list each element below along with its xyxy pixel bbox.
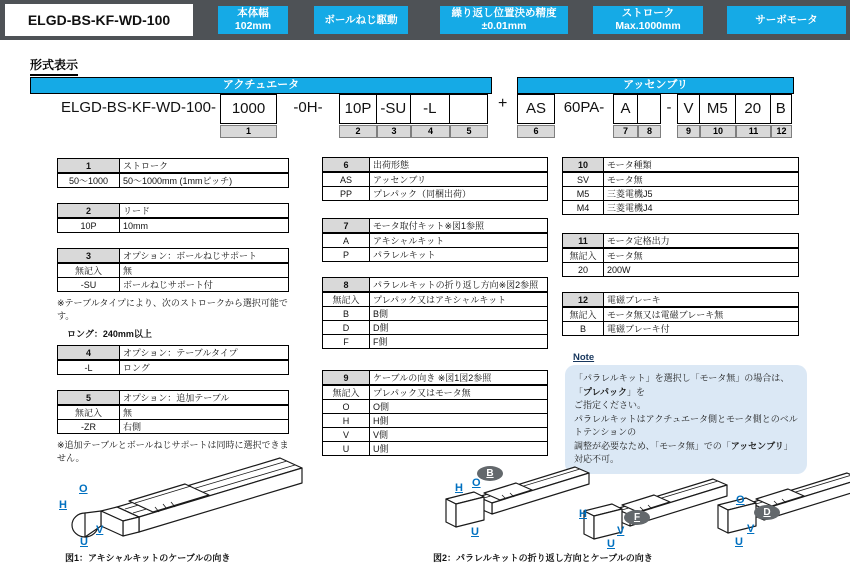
spec-column-left — [57, 158, 289, 469]
model-segment — [677, 94, 700, 138]
table-header-row — [58, 346, 289, 361]
model-position-number: 1 — [220, 125, 277, 138]
table-title-cell: ストローク — [120, 159, 289, 174]
table-title-cell: 出荷形態 — [370, 158, 548, 173]
code-cell: 無記入 — [563, 248, 604, 263]
note-text: 」を — [627, 386, 646, 397]
assembly-code-group — [517, 77, 794, 138]
spec-table — [57, 248, 289, 292]
model-segment — [277, 94, 339, 136]
assembly-segment-row — [517, 94, 794, 138]
spec-column-right — [562, 157, 799, 474]
table-motor-mount-kit — [322, 218, 548, 262]
spec-badge-body-width — [218, 6, 288, 34]
table-header-row — [58, 204, 289, 219]
badge-line: 繰り返し位置決め精度 — [451, 7, 557, 19]
table-title-cell: オプション：追加テーブル — [120, 391, 289, 406]
table-table-type — [57, 345, 289, 375]
badge-line: 102mm — [234, 20, 272, 32]
model-code-part: -SU — [376, 94, 412, 124]
code-cell: F — [323, 335, 370, 349]
code-cell: A — [323, 233, 370, 248]
model-position-number: 10 — [700, 125, 736, 138]
table-header-row — [563, 234, 799, 249]
model-segment — [450, 94, 488, 138]
code-cell: M5 — [563, 187, 604, 201]
footnote-table-type: ※テーブルタイプにより、次のストロークから選択可能です。 — [57, 298, 288, 321]
spec-column-middle — [322, 157, 548, 471]
note-text: アッセンブリ — [730, 440, 784, 451]
cable-direction-label: U — [471, 526, 479, 538]
table-number-cell: 9 — [323, 371, 370, 386]
code-cell: PP — [323, 187, 370, 201]
table-row — [323, 428, 548, 442]
table-header-row — [323, 278, 548, 293]
model-position-number: 2 — [339, 125, 377, 138]
description-cell: O側 — [370, 400, 548, 414]
code-cell: AS — [323, 172, 370, 187]
spec-table — [57, 390, 289, 434]
table-lead — [57, 203, 289, 233]
actuator-code-group — [30, 77, 492, 138]
table-title-cell: パラレルキットの折り返し方向※図2参照 — [370, 278, 548, 293]
table-header-row — [563, 158, 799, 173]
table-header-row — [58, 391, 289, 406]
table-row — [563, 307, 799, 322]
code-cell: P — [323, 248, 370, 262]
description-cell: モータ無 — [604, 172, 799, 187]
table-row — [563, 248, 799, 263]
description-cell: D側 — [370, 321, 548, 335]
model-code-part: -L — [410, 94, 451, 124]
figure-2-caption: 図2：パラレルキットの折り返し方向とケーブルの向き — [433, 553, 653, 563]
table-electromagnetic-brake — [562, 292, 799, 336]
spec-table — [322, 218, 548, 262]
note-line — [574, 372, 798, 399]
model-position-number: 5 — [450, 125, 488, 138]
model-segment — [661, 94, 677, 136]
description-cell: ボールねじサポート付 — [120, 278, 289, 292]
table-row — [323, 292, 548, 307]
table-title-cell: オプション：ボールねじサポート — [120, 249, 289, 264]
spec-badge-stroke — [593, 6, 703, 34]
code-cell: 50～1000 — [58, 173, 120, 188]
fold-direction-badge: F — [624, 510, 650, 525]
table-row — [58, 405, 289, 420]
table-stroke — [57, 158, 289, 188]
table-row — [563, 263, 799, 277]
description-cell: V側 — [370, 428, 548, 442]
model-segment — [30, 94, 220, 136]
table-additional-table — [57, 390, 289, 434]
table-title-cell: 電磁ブレーキ — [604, 293, 799, 308]
table-number-cell: 6 — [323, 158, 370, 173]
cable-direction-label: U — [607, 538, 615, 550]
table-number-cell: 8 — [323, 278, 370, 293]
spec-table — [57, 203, 289, 233]
table-row — [58, 218, 289, 233]
model-code-part: 10P — [339, 94, 377, 124]
spec-table — [562, 157, 799, 215]
code-cell: 無記入 — [323, 292, 370, 307]
model-position-number: 7 — [613, 125, 638, 138]
table-number-cell: 10 — [563, 158, 604, 173]
table-row — [563, 187, 799, 201]
table-number-cell: 7 — [323, 219, 370, 234]
footnote-long-stroke: ロング：240mm以上 — [67, 329, 152, 339]
code-cell: D — [323, 321, 370, 335]
spec-table — [322, 157, 548, 201]
table-row — [323, 400, 548, 414]
model-segment — [555, 94, 613, 136]
table-header-row — [58, 249, 289, 264]
model-code-part: -0H- — [293, 99, 323, 116]
code-cell: M4 — [563, 201, 604, 215]
model-code-part: A — [613, 94, 638, 124]
assembly-group-header: アッセンブリ — [517, 77, 794, 94]
model-segment — [700, 94, 736, 138]
table-header-row — [323, 158, 548, 173]
table-header-row — [323, 219, 548, 234]
table-motor-rated-output — [562, 233, 799, 277]
model-segment — [517, 94, 555, 138]
cable-direction-label: V — [96, 524, 104, 536]
code-cell: -SU — [58, 278, 120, 292]
note-text: ご指定ください。 — [574, 400, 647, 410]
table-title-cell: モータ定格出力 — [604, 234, 799, 249]
table-header-row — [563, 293, 799, 308]
table-row — [58, 173, 289, 188]
cable-direction-label: O — [472, 477, 481, 489]
figure-1-caption: 図1：アキシャルキットのケーブルの向き — [65, 553, 231, 563]
table-row — [323, 335, 548, 349]
model-position-number: 12 — [771, 125, 792, 138]
table-row — [323, 385, 548, 400]
actuator-drawing-axial — [55, 447, 315, 547]
description-cell: 三菱電機J5 — [604, 187, 799, 201]
badge-line: ボールねじ駆動 — [324, 13, 398, 26]
description-cell: 10mm — [120, 218, 289, 233]
product-model-name: ELGD-BS-KF-WD-100 — [5, 4, 193, 36]
table-header-row — [58, 159, 289, 174]
table-number-cell: 5 — [58, 391, 120, 406]
table-title-cell: リード — [120, 204, 289, 219]
footnote-exclusive-option: ※追加テーブルとボールねじサポートは同時に選択できません。 — [57, 440, 289, 463]
code-cell: SV — [563, 172, 604, 187]
badge-line: Max.1000mm — [615, 20, 681, 32]
description-cell: 無 — [120, 405, 289, 420]
spec-table — [562, 292, 799, 336]
table-row — [58, 263, 289, 278]
model-code-part — [637, 94, 662, 124]
model-segment — [339, 94, 377, 138]
model-position-number: 4 — [411, 125, 450, 138]
table-row — [323, 233, 548, 248]
description-cell: モータ無 — [604, 248, 799, 263]
cable-direction-label: U — [80, 536, 88, 548]
table-row — [563, 322, 799, 336]
code-cell: -ZR — [58, 420, 120, 434]
badge-line: 本体幅 — [237, 7, 269, 19]
code-cell: 無記入 — [58, 263, 120, 278]
figure-1-axial-kit — [55, 447, 315, 547]
model-segment — [638, 94, 661, 138]
description-cell: 電磁ブレーキ付 — [604, 322, 799, 336]
note-text: 」対応不可。 — [574, 440, 793, 464]
spec-table — [57, 158, 289, 188]
model-segment — [771, 94, 792, 138]
table-header-row — [323, 371, 548, 386]
model-segment — [613, 94, 638, 138]
model-position-number: 6 — [517, 125, 555, 138]
table-title-cell: モータ取付キット※図1参照 — [370, 219, 548, 234]
model-code-part: 1000 — [220, 94, 277, 124]
description-cell: 三菱電機J4 — [604, 201, 799, 215]
fold-direction-badge: D — [754, 505, 780, 520]
code-cell: 無記入 — [323, 385, 370, 400]
cable-direction-label: U — [735, 536, 743, 548]
table-number-cell: 12 — [563, 293, 604, 308]
note-text: パラレルキットはアクチュエータ側とモータ側とのベルトテンションの — [574, 413, 798, 437]
model-segment — [736, 94, 771, 138]
description-cell: プレパック又はモータ無 — [370, 385, 548, 400]
description-cell: モータ無又は電磁ブレーキ無 — [604, 307, 799, 322]
table-ballscrew-support — [57, 248, 289, 292]
code-cell: V — [323, 428, 370, 442]
spec-badge-motor — [727, 6, 846, 34]
cable-direction-label: V — [747, 523, 755, 535]
model-segment — [411, 94, 450, 138]
actuator-group-header: アクチュエータ — [30, 77, 492, 94]
fold-direction-badge: B — [477, 466, 503, 481]
table-row — [323, 187, 548, 201]
note-label: Note — [573, 352, 595, 363]
code-cell: 無記入 — [563, 307, 604, 322]
model-code-part: - — [666, 99, 672, 116]
table-shipping-form — [322, 157, 548, 201]
model-code-part: 60PA- — [563, 99, 605, 116]
cable-direction-label: O — [79, 483, 88, 495]
table-title-cell: モータ種類 — [604, 158, 799, 173]
description-cell: パラレルキット — [370, 248, 548, 262]
table-number-cell: 4 — [58, 346, 120, 361]
spec-badge-repeatability — [440, 6, 568, 34]
description-cell: 50～1000mm (1mmピッチ) — [120, 173, 289, 188]
model-code-part — [449, 94, 489, 124]
code-cell: 無記入 — [58, 405, 120, 420]
model-position-number: 11 — [736, 125, 771, 138]
description-cell: F側 — [370, 335, 548, 349]
description-cell: U側 — [370, 442, 548, 456]
description-cell: 200W — [604, 263, 799, 277]
model-code-part: AS — [517, 94, 555, 124]
note-text: 調整が必要なため、「モータ無」での「 — [574, 440, 731, 451]
table-row — [323, 172, 548, 187]
model-code-part: ELGD-BS-KF-WD-100- — [60, 99, 216, 116]
model-code-part: 20 — [735, 94, 772, 124]
badge-line: サーボモータ — [755, 13, 818, 26]
code-cell: U — [323, 442, 370, 456]
spec-table — [562, 233, 799, 277]
cable-direction-label: O — [736, 494, 745, 506]
badge-line: ±0.01mm — [481, 20, 527, 32]
model-segment — [377, 94, 411, 138]
spec-table — [322, 277, 548, 349]
model-position-number: 8 — [638, 125, 661, 138]
model-code-breakdown — [30, 77, 820, 139]
description-cell: B側 — [370, 307, 548, 321]
table-row — [323, 321, 548, 335]
cable-direction-label: H — [579, 508, 587, 520]
table-title-cell: ケーブルの向き ※図1図2参照 — [370, 371, 548, 386]
table-number-cell: 2 — [58, 204, 120, 219]
model-code-part: V — [677, 94, 700, 124]
table-parallel-fold-direction — [322, 277, 548, 349]
code-cell: B — [563, 322, 604, 336]
table-number-cell: 1 — [58, 159, 120, 174]
description-cell: 右側 — [120, 420, 289, 434]
model-code-part: M5 — [699, 94, 737, 124]
model-position-number: 3 — [377, 125, 411, 138]
code-cell: B — [323, 307, 370, 321]
spec-table — [57, 345, 289, 375]
table-row — [58, 278, 289, 292]
table-motor-type — [562, 157, 799, 215]
note-line — [574, 413, 798, 440]
table-title-cell: オプション：テーブルタイプ — [120, 346, 289, 361]
table-row — [58, 360, 289, 375]
description-cell: H側 — [370, 414, 548, 428]
model-code-part: B — [770, 94, 793, 124]
table-number-cell: 3 — [58, 249, 120, 264]
plus-separator: + — [498, 95, 508, 112]
badge-line: ストローク — [621, 7, 675, 19]
description-cell: アッセンブリ — [370, 172, 548, 187]
top-spec-bar — [0, 0, 850, 40]
description-cell: アキシャルキット — [370, 233, 548, 248]
model-segment — [220, 94, 277, 138]
model-position-number: 9 — [677, 125, 700, 138]
code-cell: O — [323, 400, 370, 414]
description-cell: 無 — [120, 263, 289, 278]
section-title: 形式表示 — [30, 56, 78, 76]
code-cell: H — [323, 414, 370, 428]
cable-direction-label: H — [455, 482, 463, 494]
description-cell: プレパック（同梱出荷） — [370, 187, 548, 201]
actuator-drawing-parallel — [430, 440, 850, 545]
table-row — [323, 248, 548, 262]
note-line — [574, 399, 798, 413]
code-cell: 20 — [563, 263, 604, 277]
table-row — [323, 307, 548, 321]
table-row — [563, 201, 799, 215]
table-row — [563, 172, 799, 187]
table-number-cell: 11 — [563, 234, 604, 249]
figure-2-parallel-kit — [430, 440, 850, 550]
table-row — [323, 414, 548, 428]
cable-direction-label: V — [617, 525, 625, 537]
cable-direction-label: H — [59, 499, 67, 511]
description-cell: ロング — [120, 360, 289, 375]
code-cell: -L — [58, 360, 120, 375]
code-cell: 10P — [58, 218, 120, 233]
description-cell: プレパック又はアキシャルキット — [370, 292, 548, 307]
spec-badge-drive-type — [314, 6, 408, 34]
note-text: プレパック — [583, 386, 628, 397]
actuator-segment-row — [30, 94, 492, 138]
table-row — [58, 420, 289, 434]
note-text: 「パラレルキット」を選択し「モータ無」の場合は、「 — [574, 373, 790, 397]
